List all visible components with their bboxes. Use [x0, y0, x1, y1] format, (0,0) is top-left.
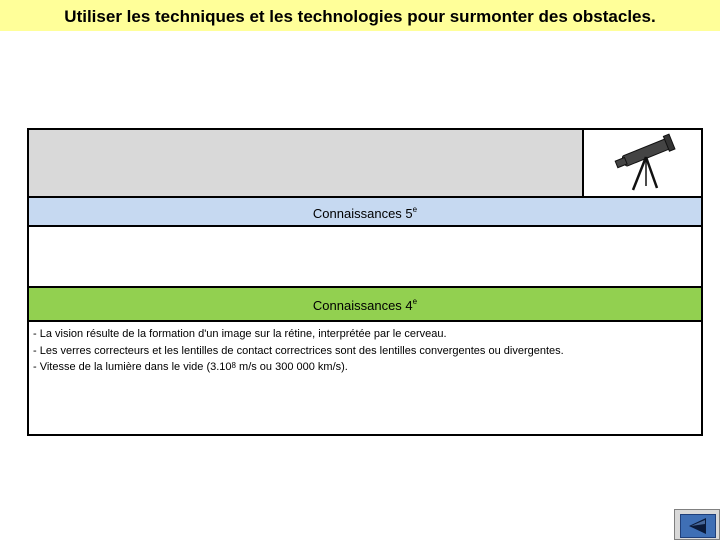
knowledge-item: - Les verres correcteurs et les lentilles de contact correctrices sont des lentilles convergentes ou divergentes. [33, 344, 564, 357]
section-4-label: Connaissances 4 [312, 298, 413, 313]
section-5-label: Connaissances 5 [312, 206, 413, 221]
section-knowledge-5 [29, 196, 701, 227]
back-button[interactable] [674, 509, 720, 540]
section-5-sup: e [412, 205, 418, 214]
telescope-cell [584, 130, 701, 196]
knowledge-item: - La vision résulte de la formation d'un image sur la rétine, interprétée par le cerveau. [33, 328, 447, 340]
title-bar [0, 0, 720, 31]
telescope-icon [584, 130, 701, 196]
knowledge-4-content [33, 326, 701, 376]
page-title: Utiliser les techniques et les technologies pour surmonter des obstacles. [64, 7, 656, 26]
knowledge-5-content [29, 227, 701, 286]
back-button-face[interactable] [680, 514, 716, 538]
knowledge-table [27, 128, 703, 436]
header-row [29, 130, 701, 196]
back-arrow-icon [681, 515, 715, 537]
header-empty-cell [29, 130, 584, 196]
knowledge-item-speed [33, 359, 701, 376]
speed-exponent: 8 [231, 361, 236, 370]
section-knowledge-4 [29, 286, 701, 322]
section-4-sup: e [412, 297, 418, 306]
speed-prefix: - Vitesse de la lumière dans le vide (3.10 [33, 361, 232, 373]
speed-suffix: m/s ou 300 000 km/s). [235, 361, 348, 373]
